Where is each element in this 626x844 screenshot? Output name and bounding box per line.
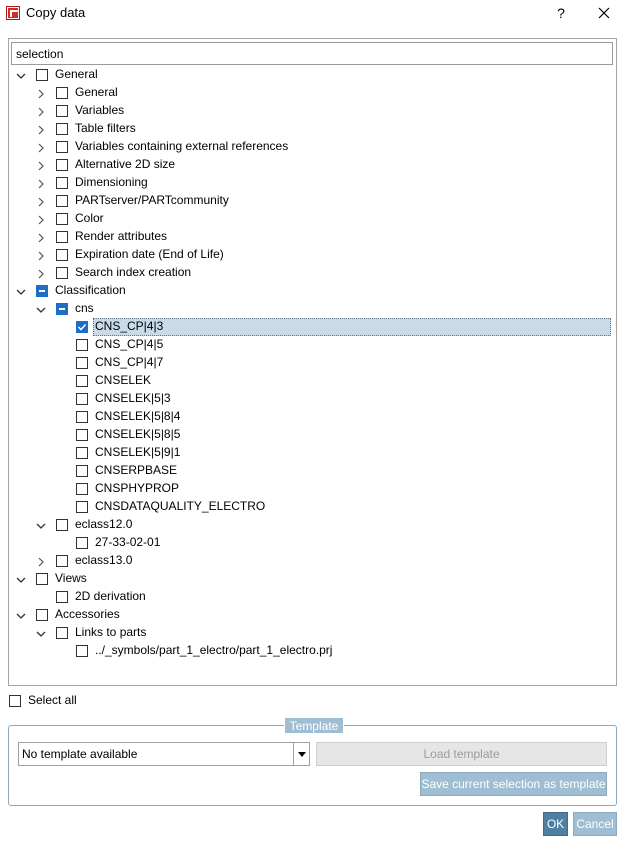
chevron-right-icon[interactable] <box>36 268 46 278</box>
chevron-down-icon[interactable] <box>16 286 26 296</box>
tree-item[interactable] <box>0 606 610 624</box>
tree-item-label: CNSPHYPROP <box>95 481 180 495</box>
tree-item-label: CNSELEK <box>95 373 152 387</box>
tree-item-label: General <box>75 85 118 99</box>
tree-item-label: CNSELEK|5|8|5 <box>95 427 181 441</box>
close-icon <box>594 3 614 23</box>
tree-item[interactable] <box>0 300 610 318</box>
tree-item[interactable] <box>0 120 610 138</box>
tree-item[interactable] <box>0 390 610 408</box>
chevron-right-icon[interactable] <box>36 232 46 242</box>
tree-item[interactable] <box>0 66 610 84</box>
window-title: Copy data <box>26 5 86 20</box>
tree-item-checkbox[interactable] <box>76 483 88 495</box>
tree-item-label: CNSELEK|5|8|4 <box>95 409 181 423</box>
template-group-title: Template <box>284 717 344 734</box>
tree-item-checkbox[interactable] <box>56 195 68 207</box>
tree-item-label: 2D derivation <box>75 589 146 603</box>
chevron-right-icon[interactable] <box>36 88 46 98</box>
tree-item[interactable] <box>0 552 610 570</box>
tree-item-checkbox[interactable] <box>56 177 68 189</box>
tree-item-label: CNS_CP|4|3 <box>95 319 164 333</box>
dropdown-arrow-icon[interactable] <box>293 743 309 765</box>
tree-item-checkbox[interactable] <box>76 321 88 333</box>
tree-item-checkbox[interactable] <box>36 609 48 621</box>
chevron-down-icon[interactable] <box>36 628 46 638</box>
save-template-button[interactable]: Save current selection as template <box>420 772 607 796</box>
chevron-right-icon[interactable] <box>36 142 46 152</box>
tree-item[interactable] <box>0 336 610 354</box>
tree-item-checkbox[interactable] <box>76 447 88 459</box>
tree-item-label: Links to parts <box>75 625 147 639</box>
chevron-right-icon[interactable] <box>36 106 46 116</box>
tree-item-label: CNSELEK|5|9|1 <box>95 445 181 459</box>
chevron-right-icon[interactable] <box>36 196 46 206</box>
tree-item-checkbox[interactable] <box>76 645 88 657</box>
chevron-right-icon[interactable] <box>36 250 46 260</box>
tree-item[interactable] <box>0 174 610 192</box>
tree-item[interactable] <box>0 84 610 102</box>
select-all-label: Select all <box>28 693 77 707</box>
tree-item-checkbox[interactable] <box>56 105 68 117</box>
tree-item-checkbox[interactable] <box>56 159 68 171</box>
tree-item[interactable] <box>0 354 610 372</box>
tree-item[interactable] <box>0 534 610 552</box>
select-all-checkbox[interactable] <box>9 695 21 707</box>
tree-item[interactable] <box>0 588 610 606</box>
close-button[interactable] <box>594 3 614 23</box>
tree-item[interactable] <box>0 138 610 156</box>
tree-item-checkbox[interactable] <box>76 393 88 405</box>
tree-item-label: PARTserver/PARTcommunity <box>75 193 229 207</box>
tree-item-checkbox[interactable] <box>56 267 68 279</box>
tree-item[interactable] <box>0 642 610 660</box>
tree-item[interactable] <box>0 570 610 588</box>
tree-item-label: cns <box>75 301 94 315</box>
chevron-down-icon[interactable] <box>16 574 26 584</box>
tree-item-label: Variables containing external references <box>75 139 289 153</box>
chevron-down-icon[interactable] <box>36 520 46 530</box>
tree-item-label: eclass13.0 <box>75 553 133 567</box>
tree-item[interactable] <box>0 282 610 300</box>
tree-item-checkbox[interactable] <box>56 231 68 243</box>
load-template-button[interactable]: Load template <box>316 742 607 766</box>
tree-item[interactable] <box>0 318 610 336</box>
tree-item-checkbox[interactable] <box>56 213 68 225</box>
tree-item[interactable] <box>0 372 610 390</box>
cancel-button[interactable]: Cancel <box>573 812 617 836</box>
title-bar <box>0 0 626 26</box>
tree-item-label: ../_symbols/part_1_electro/part_1_electro.prj <box>95 643 333 657</box>
tree-item[interactable] <box>0 228 610 246</box>
tree-item[interactable] <box>0 480 610 498</box>
chevron-right-icon[interactable] <box>36 556 46 566</box>
chevron-right-icon[interactable] <box>36 214 46 224</box>
tree-item-checkbox[interactable] <box>56 123 68 135</box>
tree-item-label: CNS_CP|4|5 <box>95 337 164 351</box>
tree-item-checkbox[interactable] <box>36 69 48 81</box>
tree-item-label: CNSERPBASE <box>95 463 178 477</box>
app-icon <box>6 6 20 20</box>
tree-item-checkbox[interactable] <box>36 573 48 585</box>
tree-item-label: Classification <box>55 283 126 297</box>
tree-item-label: Views <box>55 571 87 585</box>
tree-item-label: Accessories <box>55 607 120 621</box>
tree-item-label: Search index creation <box>75 265 192 279</box>
tree-item[interactable] <box>0 264 610 282</box>
search-input[interactable] <box>11 42 613 65</box>
tree-item-label: Alternative 2D size <box>75 157 176 171</box>
template-dropdown[interactable] <box>18 742 310 766</box>
chevron-right-icon[interactable] <box>36 124 46 134</box>
tree-item[interactable] <box>0 408 610 426</box>
tree-item-label: Expiration date (End of Life) <box>75 247 224 261</box>
tree-item-label: Table filters <box>75 121 136 135</box>
tree-item-label: General <box>55 67 98 81</box>
tree-item[interactable] <box>0 426 610 444</box>
tree-item[interactable] <box>0 516 610 534</box>
tree-item[interactable] <box>0 462 610 480</box>
chevron-right-icon[interactable] <box>36 178 46 188</box>
tree-item-checkbox[interactable] <box>56 249 68 261</box>
tree-item-label: CNS_CP|4|7 <box>95 355 164 369</box>
tree-item-checkbox[interactable] <box>76 429 88 441</box>
template-dropdown-value: No template available <box>22 747 138 761</box>
tree-item-label: CNSDATAQUALITY_ELECTRO <box>95 499 266 513</box>
tree-item[interactable] <box>0 210 610 228</box>
tree-item[interactable] <box>0 102 610 120</box>
chevron-down-icon[interactable] <box>36 304 46 314</box>
tree-item-checkbox[interactable] <box>56 141 68 153</box>
ok-button[interactable]: OK <box>543 812 568 836</box>
chevron-down-icon[interactable] <box>16 610 26 620</box>
tree-item-label: 27-33-02-01 <box>95 535 161 549</box>
tree-item-checkbox[interactable] <box>56 591 68 603</box>
tree-item-checkbox[interactable] <box>76 501 88 513</box>
tree-item-label: Variables <box>75 103 125 117</box>
chevron-right-icon[interactable] <box>36 160 46 170</box>
tree-item-checkbox[interactable] <box>56 303 68 315</box>
tree-item-checkbox[interactable] <box>76 411 88 423</box>
tree-item[interactable] <box>0 624 610 642</box>
tree-item-label: Dimensioning <box>75 175 148 189</box>
tree-item[interactable] <box>0 444 610 462</box>
tree-item-checkbox[interactable] <box>36 285 48 297</box>
tree-item-label: Color <box>75 211 104 225</box>
tree-item[interactable] <box>0 192 610 210</box>
tree-item-checkbox[interactable] <box>76 537 88 549</box>
tree-item-checkbox[interactable] <box>56 627 68 639</box>
tree-item-checkbox[interactable] <box>76 375 88 387</box>
selection-highlight <box>93 318 611 336</box>
tree-item-label: eclass12.0 <box>75 517 133 531</box>
tree-item-checkbox[interactable] <box>56 519 68 531</box>
help-button[interactable]: ? <box>557 5 565 21</box>
tree-item-checkbox[interactable] <box>56 87 68 99</box>
tree-item-checkbox[interactable] <box>56 555 68 567</box>
tree-item-checkbox[interactable] <box>76 465 88 477</box>
tree-item-label: Render attributes <box>75 229 168 243</box>
tree-item[interactable] <box>0 156 610 174</box>
tree-item-checkbox[interactable] <box>76 357 88 369</box>
tree-item-label: CNSELEK|5|3 <box>95 391 171 405</box>
tree-item[interactable] <box>0 498 610 516</box>
tree-item[interactable] <box>0 246 610 264</box>
tree-item-checkbox[interactable] <box>76 339 88 351</box>
chevron-down-icon[interactable] <box>16 70 26 80</box>
